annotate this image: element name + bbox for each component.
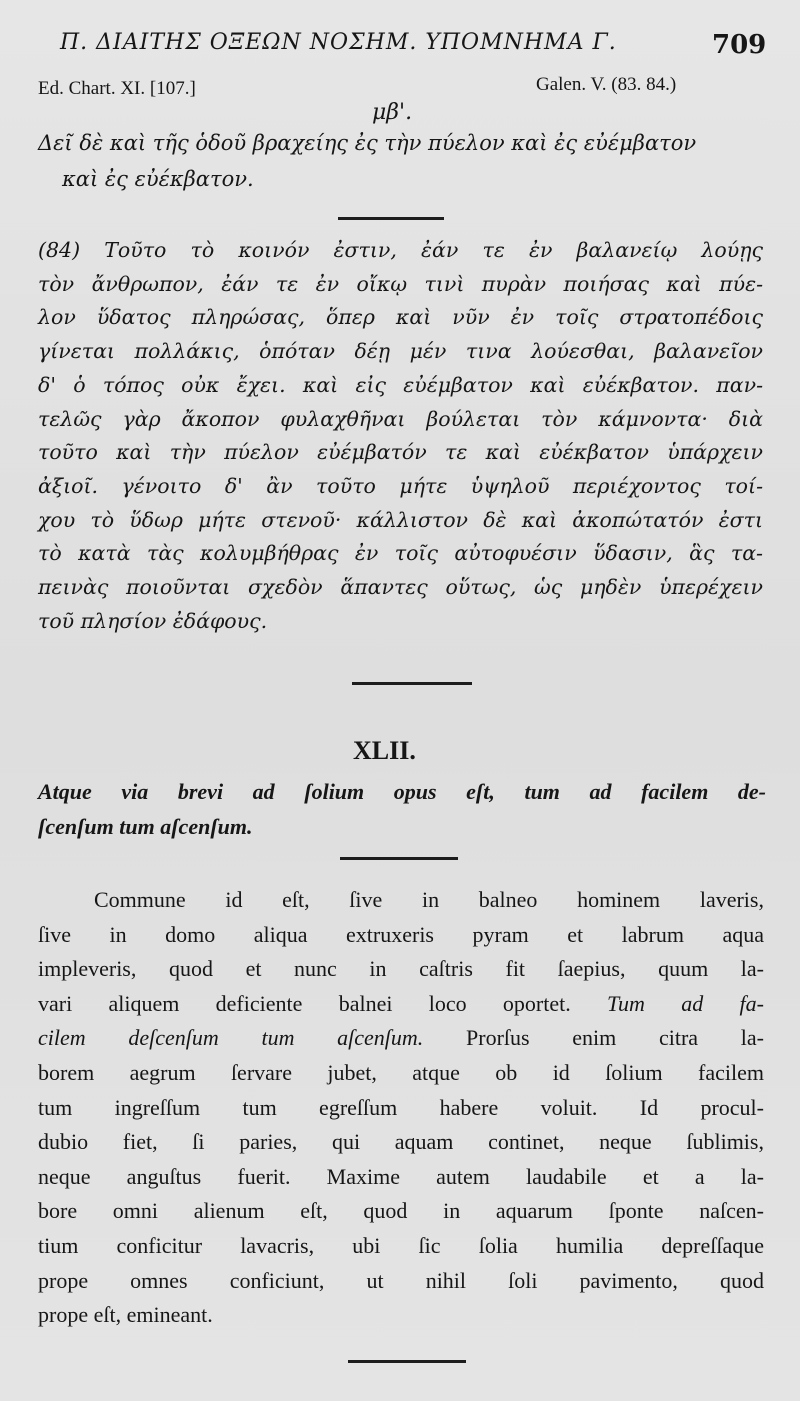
latin-commentary-line: borem aegrum ſervare jubet, atque ob id ſolium facilem xyxy=(38,1059,764,1085)
page-number: 709 xyxy=(712,30,767,60)
edition-reference-chartier: Ed. Chart. XI. [107.] xyxy=(38,78,196,99)
latin-commentary-line: tum ingreſſum tum egreſſum habere voluit. Id procul- xyxy=(38,1094,764,1120)
greek-commentary-line: τελῶς γὰρ ἄκοπον φυλαχθῆναι βούλεται τὸν κάμνοντα· διὰ xyxy=(38,406,763,431)
latin-text: vari aliquem deficiente balnei loco oportet. xyxy=(38,990,608,1016)
greek-commentary-line: (84) Τοῦτο τὸ κοινόν ἐστιν, ἐάν τε ἐν βαλανείῳ λούῃς xyxy=(38,238,763,262)
greek-commentary-line: τοῦ πλησίον ἐδάφους. xyxy=(38,608,268,633)
latin-commentary-line: prope eſt, emineant. xyxy=(38,1302,213,1328)
latin-commentary-line: neque anguſtus fuerit. Maxime autem laudabile et a la- xyxy=(38,1163,764,1189)
greek-commentary-line: γίνεται πολλάκις, ὁπόταν δέῃ μέν τινα λούεσθαι, βαλανεῖον xyxy=(38,339,763,364)
greek-commentary-line: τὸν ἄνθρωπον, ἐάν τε ἐν οἴκῳ τινὶ πυρὰν ποιήσας καὶ πύε- xyxy=(38,271,763,296)
divider-rule xyxy=(352,682,472,685)
greek-commentary-line: τὸ κατὰ τὰς κολυμβήθρας ἐν τοῖς αὐτοφυέσιν ὕδασιν, ἃς τα- xyxy=(38,541,763,566)
greek-lemma-line: Δεῖ δὲ καὶ τῆς ὁδοῦ βραχείης ἐς τὴν πύελον καὶ ἐς εὐέμβατον xyxy=(38,131,697,155)
running-head: Π. ΔΙΑΙΤΗΣ ΟΞΕΩΝ ΝΟΣΗΜ. ΥΠΟΜΝΗΜΑ Γ. xyxy=(60,30,617,55)
divider-rule xyxy=(348,1360,466,1363)
latin-commentary-line xyxy=(38,987,764,1022)
latin-lemma-line: Atque via brevi ad ſolium opus eſt, tum ad facilem de- xyxy=(38,779,766,804)
latin-commentary-line: bore omni alienum eſt, quod in aquarum ſponte naſcen- xyxy=(38,1198,764,1224)
latin-commentary xyxy=(38,883,764,1333)
latin-commentary-line: Commune id eſt, ſive in balneo hominem laveris, xyxy=(94,887,764,912)
greek-commentary-line: τοῦτο καὶ τὴν πύελον εὐέμβατόν τε καὶ εὐέκβατον ὑπάρχειν xyxy=(38,440,763,465)
greek-section-number: μβ'. xyxy=(372,100,413,125)
latin-section-number: XLII. xyxy=(353,736,416,765)
greek-commentary-line: πεινὰς ποιοῦνται σχεδὸν ἅπαντες οὕτως, ὡς μηδὲν ὑπερέχειν xyxy=(38,575,763,600)
latin-text: Prorſus enim citra la- xyxy=(423,1025,764,1051)
latin-lemma-quote: cilem deſcenſum tum aſcenſum. xyxy=(38,1025,424,1051)
greek-commentary-line: χου τὸ ὕδωρ μήτε στενοῦ· κάλλιστον δὲ καὶ ἀκοπώτατόν ἐστι xyxy=(38,507,763,532)
latin-lemma-line: ſcenſum tum aſcenſum. xyxy=(38,814,253,839)
greek-commentary-line: ἀξιοῖ. γένοιτο δ' ἂν τοῦτο μήτε ὑψηλοῦ περιέχοντος τοί- xyxy=(38,473,763,498)
latin-commentary-line: tium conficitur lavacris, ubi ſic ſolia humilia depreſſaque xyxy=(38,1232,764,1258)
greek-lemma-line: καὶ ἐς εὐέκβατον. xyxy=(62,167,254,191)
greek-commentary-line: λον ὕδατος πληρώσας, ὅπερ καὶ νῦν ἐν τοῖς στρατοπέδοις xyxy=(38,305,763,330)
latin-commentary-line: dubio fiet, ſi paries, qui aquam continet, neque ſublimis, xyxy=(38,1129,764,1155)
greek-commentary xyxy=(38,234,763,638)
edition-reference-kuhn: Galen. V. (83. 84.) xyxy=(536,74,677,95)
latin-lemma-quote: Tum ad fa- xyxy=(607,990,764,1016)
latin-commentary-line xyxy=(38,1021,764,1056)
latin-commentary-line: impleveris, quod et nunc in caſtris fit ſaepius, quum la- xyxy=(38,956,764,982)
greek-commentary-line: δ' ὁ τόπος οὐκ ἔχει. καὶ εἰς εὐέμβατον καὶ εὐέκβατον. παν- xyxy=(38,372,763,397)
latin-commentary-line: ſive in domo aliqua extruxeris pyram et labrum aqua xyxy=(38,921,764,947)
latin-commentary-line: prope omnes conficiunt, ut nihil ſoli pavimento, quod xyxy=(38,1267,764,1293)
divider-rule xyxy=(338,217,444,220)
latin-lemma xyxy=(38,774,766,844)
greek-lemma xyxy=(38,125,768,197)
divider-rule xyxy=(340,857,458,860)
